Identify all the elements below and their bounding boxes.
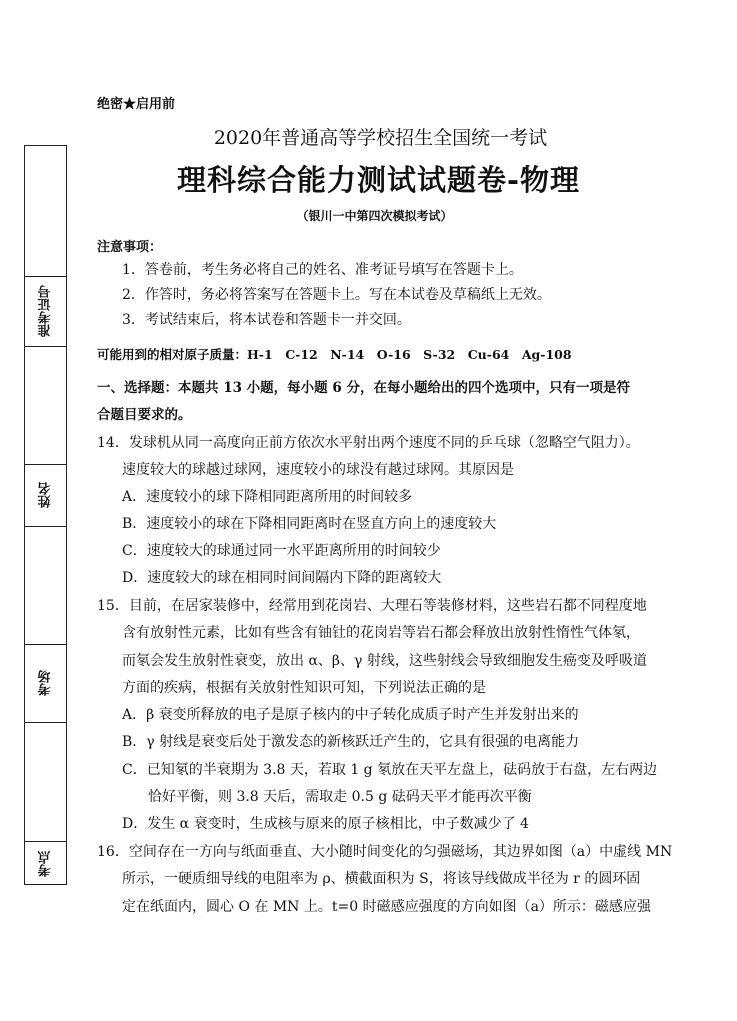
question-14-stem: 14．发球机从同一高度向正前方依次水平射出两个速度不同的乒乓球（忽略空气阻力）。 [97, 435, 640, 451]
sidebar-divider [25, 722, 66, 723]
notice-item: 2．作答时，务必将答案写在答题卡上。写在本试卷及草稿纸上无效。 [122, 287, 551, 303]
question-15-stem-cont: 方面的疾病，根据有关放射性知识可知，下列说法正确的是 [122, 680, 486, 696]
question-15-stem: 15．目前，在居家装修中，经常用到花岗岩、大理石等装修材料，这些岩石都不同程度地 [97, 598, 647, 614]
section-heading: 一、选择题：本题共 13 小题，每小题 6 分，在每小题给出的四个选项中，只有一项是符 [97, 380, 630, 396]
sidebar-divider [25, 841, 66, 842]
notice-item: 3．考试结束后，将本试卷和答题卡一并交回。 [122, 312, 411, 328]
question-14-stem-cont: 速度较大的球越过球网，速度较小的球没有越过球网。其原因是 [122, 462, 514, 478]
sidebar-divider [25, 526, 66, 527]
sidebar-divider [25, 644, 66, 645]
question-14-option-b: B．速度较小的球在下降相同距离时在竖直方向上的速度较大 [122, 516, 497, 532]
sidebar-label-exam-room: 考场 [38, 670, 54, 696]
question-14-option-a: A．速度较小的球下降相同距离所用的时间较多 [122, 489, 413, 505]
candidate-info-sidebar [24, 145, 67, 885]
confidential-mark: 绝密★启用前 [97, 97, 176, 112]
question-16-stem: 16．空间存在一方向与纸面垂直、大小随时间变化的匀强磁场，其边界如图（a）中虚线 MN [97, 844, 673, 860]
question-15-option-c-cont: 恰好平衡，则 3.8 天后，需取走 0.5 g 砝码天平才能再次平衡 [148, 789, 532, 805]
question-14-option-d: D．速度较大的球在相同时间间隔内下降的距离较大 [122, 570, 442, 586]
notice-item: 1．答卷前，考生务必将自己的姓名、准考证号填写在答题卡上。 [122, 262, 523, 278]
question-14-option-c: C．速度较大的球通过同一水平距离所用的时间较少 [122, 543, 441, 559]
sidebar-divider [25, 464, 66, 465]
sidebar-label-name: 姓名 [38, 482, 54, 508]
sidebar-divider [25, 276, 66, 277]
question-16-stem-cont: 定在纸面内，圆心 O 在 MN 上。t=0 时磁感应强度的方向如图（a）所示：磁感应强 [122, 899, 651, 915]
question-15-option-d: D．发生 α 衰变时，生成核与原来的原子核相比，中子数减少了 4 [122, 816, 529, 832]
notice-heading: 注意事项： [97, 240, 163, 255]
question-15-option-a: A．β 衰变所释放的电子是原子核内的中子转化成质子时产生并发射出来的 [122, 707, 579, 723]
atomic-masses-line: 可能用到的相对原子质量：H-1 C-12 N-14 O-16 S-32 Cu-64 Ag-108 [97, 347, 572, 362]
question-15-stem-cont: 含有放射性元素，比如有些含有铀钍的花岗岩等岩石都会释放出放射性惰性气体氡， [122, 625, 640, 641]
question-16-stem-cont: 所示，一硬质细导线的电阻率为 ρ、横截面积为 S，将该导线做成半径为 r 的圆环固 [122, 871, 641, 887]
question-15-option-c: C．已知氡的半衰期为 3.8 天，若取 1 g 氡放在天平左盘上，砝码放于右盘，左右两边 [122, 762, 658, 778]
paper-subtitle: （银川一中第四次模拟考试） [296, 209, 453, 223]
question-15-option-b: B．γ 射线是衰变后处于激发态的新核跃迁产生的，它具有很强的电离能力 [122, 734, 580, 750]
exam-title: 2020年普通高等学校招生全国统一考试 [213, 127, 548, 149]
sidebar-label-exam-site: 考点 [38, 851, 54, 877]
question-15-stem-cont: 而氡会发生放射性衰变，放出 α、β、γ 射线，这些射线会导致细胞发生癌变及呼吸道 [122, 653, 647, 669]
section-heading-cont: 合题目要求的。 [97, 407, 192, 423]
sidebar-divider [25, 346, 66, 347]
sidebar-label-exam-number: 准考证号 [38, 285, 54, 337]
paper-title: 理科综合能力测试试题卷-物理 [176, 163, 581, 197]
